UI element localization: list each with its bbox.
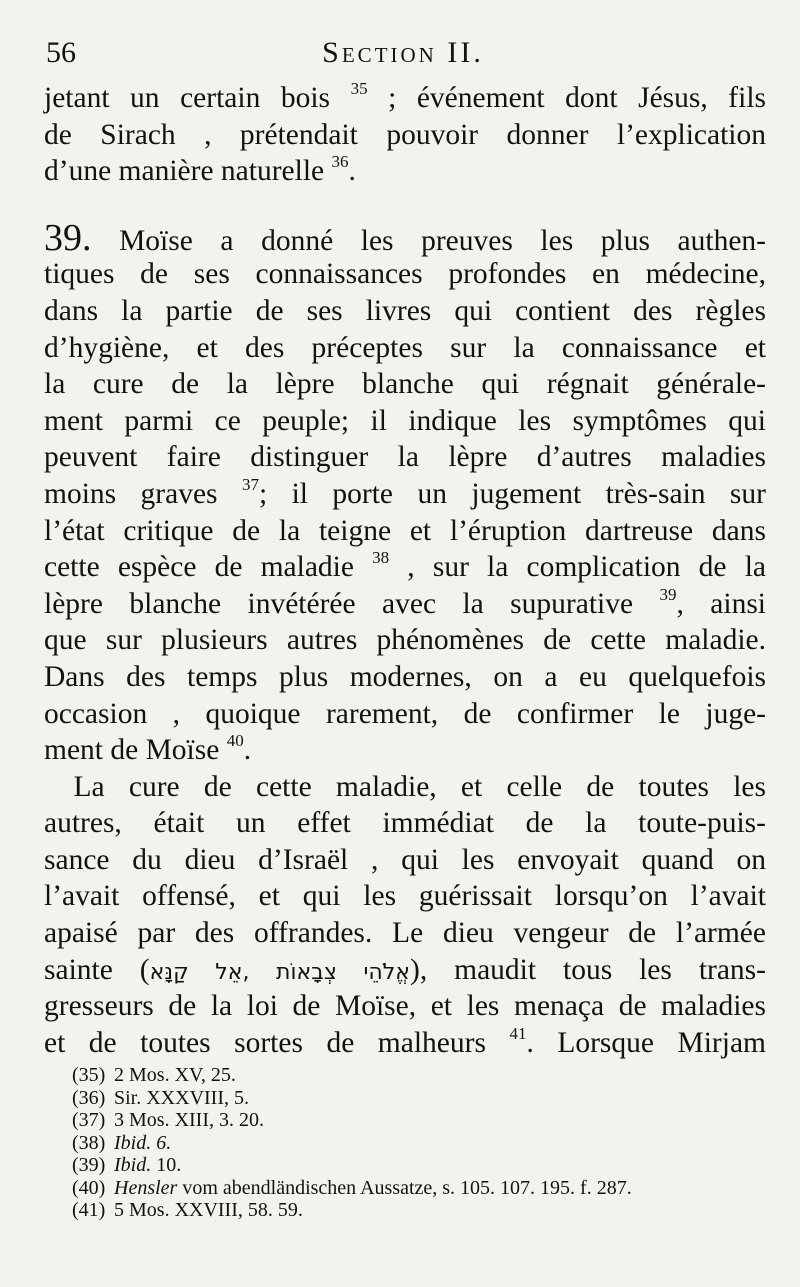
footnote-text: 2 Mos. XV, 25.	[114, 1064, 236, 1086]
text-segment: dans la partie de ses livres qui contient des règles	[44, 294, 766, 327]
footnote	[72, 1087, 632, 1110]
text-segment: d’une manière naturelle	[44, 155, 332, 188]
footnote	[72, 1199, 632, 1222]
footnote-text: 10.	[151, 1154, 182, 1176]
text-segment: .	[243, 734, 252, 767]
footnote-reference: 38	[372, 548, 390, 568]
text-segment: peuvent faire distinguer la lèpre d’autres maladies	[44, 441, 766, 474]
text-segment: .	[348, 155, 356, 188]
text-line	[44, 366, 766, 403]
text-line	[44, 476, 766, 513]
text-line	[44, 659, 766, 696]
text-line	[44, 549, 766, 586]
footnote-text: Sir. XXXVIII, 5.	[114, 1086, 249, 1109]
footnote-reference: 35	[350, 79, 368, 98]
footnote-reference: 36	[331, 152, 349, 172]
text-segment: La cure de cette maladie, et celle de toutes les	[44, 770, 766, 803]
footnote	[72, 1154, 632, 1177]
text-segment: ), maudit tous les trans-	[410, 953, 766, 986]
footnote-text: Ibid.	[114, 1154, 152, 1176]
text-line	[44, 622, 766, 659]
text-segment: Moïse a donné les preuves les plus authen-	[91, 224, 766, 257]
text-segment: ment de Moïse	[44, 734, 227, 767]
text-segment: que sur plusieurs autres phénomènes de cette maladie.	[44, 624, 766, 657]
text-line	[44, 915, 766, 952]
text-segment: la cure de la lèpre blanche qui régnait générale-	[44, 368, 766, 401]
footnote-text: Hensler	[114, 1176, 178, 1199]
text-segment: apaisé par des offrandes. Le dieu vengeur de l’armée	[44, 917, 766, 950]
section-title: Section II.	[322, 36, 484, 69]
text-line	[44, 117, 766, 154]
text-line	[44, 513, 766, 550]
running-header	[46, 36, 760, 76]
text-line	[44, 403, 766, 440]
footnote-number: (37)	[72, 1109, 106, 1131]
text-line	[44, 988, 766, 1025]
text-segment: ment parmi ce peuple; il indique les symptômes qui	[44, 404, 766, 437]
text-segment: l’état critique de la teigne et l’éruption dartreuse dans	[44, 514, 766, 547]
text-line	[44, 769, 766, 806]
text-line	[44, 586, 766, 623]
footnote-reference: 39	[659, 584, 677, 604]
text-segment: occasion , quoique rarement, de confirmer le juge-	[44, 697, 766, 730]
text-line	[44, 842, 766, 879]
text-segment: ; événement dont Jésus, fils	[367, 82, 766, 114]
text-line	[44, 216, 766, 259]
page-number: 56	[46, 36, 76, 69]
text-line	[44, 80, 766, 117]
footnote	[72, 1109, 632, 1132]
footnote-text: 5 Mos. XXVIII, 58. 59.	[114, 1199, 303, 1221]
footnote-number: (40)	[72, 1176, 106, 1199]
footnote-number: (35)	[72, 1064, 106, 1086]
text-line	[44, 153, 766, 190]
text-segment: gresseurs de la loi de Moïse, et les menaça de maladies	[44, 990, 766, 1023]
text-line	[44, 1025, 766, 1062]
body-text	[44, 80, 766, 1061]
text-line	[44, 696, 766, 733]
footnote-text: 6.	[156, 1131, 172, 1154]
footnotes	[72, 1064, 632, 1222]
footnote-number: (38)	[72, 1131, 106, 1154]
text-segment: . Lorsque Mirjam	[526, 1026, 766, 1059]
text-line	[44, 330, 766, 367]
text-segment: de Sirach , prétendait pouvoir donner l’explication	[44, 118, 766, 151]
text-segment: sainte (	[44, 953, 150, 986]
text-segment: sance du dieu d’Israël , qui les envoyait quand on	[44, 843, 766, 876]
footnote	[72, 1064, 632, 1087]
text-segment: jetant un certain bois	[44, 82, 351, 114]
footnote-reference: 41	[509, 1023, 527, 1043]
text-line	[44, 256, 766, 293]
text-segment: tiques de ses connaissances profondes en médecine,	[44, 258, 766, 291]
footnote-text: vom abendländischen Aussatze, s. 105. 107. 195. f. 287.	[177, 1176, 632, 1199]
text-segment: , ainsi	[676, 587, 766, 620]
footnote-number: (36)	[72, 1086, 106, 1109]
footnote	[72, 1132, 632, 1155]
paragraph-number: 39.	[44, 216, 92, 259]
text-segment: Dans des temps plus modernes, on a eu quelquefois	[44, 660, 766, 693]
hebrew-phrase: אֱלֹהֵי צְבָאוֹת ,אֵל קַנָּא	[149, 959, 410, 985]
text-segment: cette espèce de maladie	[44, 551, 373, 584]
text-segment: lèpre blanche invétérée avec la supurative	[44, 587, 660, 620]
text-segment: , sur la complication de la	[389, 551, 766, 584]
text-segment: ; il porte un jugement très-sain sur	[258, 477, 766, 510]
footnote	[72, 1177, 632, 1200]
text-line	[44, 952, 766, 989]
text-line	[44, 805, 766, 842]
footnote-text: 3 Mos. XIII, 3. 20.	[114, 1109, 264, 1131]
text-line	[44, 293, 766, 330]
text-segment: d’hygiène, et des préceptes sur la connaissance et	[44, 331, 766, 364]
paragraph-gap	[44, 190, 766, 220]
text-segment: moins graves	[44, 477, 242, 510]
footnote-reference: 40	[226, 731, 244, 751]
footnote-reference: 37	[241, 474, 259, 494]
text-line	[44, 732, 766, 769]
footnote-number: (39)	[72, 1154, 106, 1176]
footnote-number: (41)	[72, 1199, 106, 1221]
text-line	[44, 878, 766, 915]
text-line	[44, 439, 766, 476]
text-segment: l’avait offensé, et qui les guérissait lorsqu’on l’avait	[44, 880, 766, 913]
text-segment: autres, était un effet immédiat de la toute-puis-	[44, 807, 766, 840]
text-segment: et de toutes sortes de malheurs	[44, 1026, 510, 1059]
footnote-text: Ibid.	[114, 1131, 152, 1154]
